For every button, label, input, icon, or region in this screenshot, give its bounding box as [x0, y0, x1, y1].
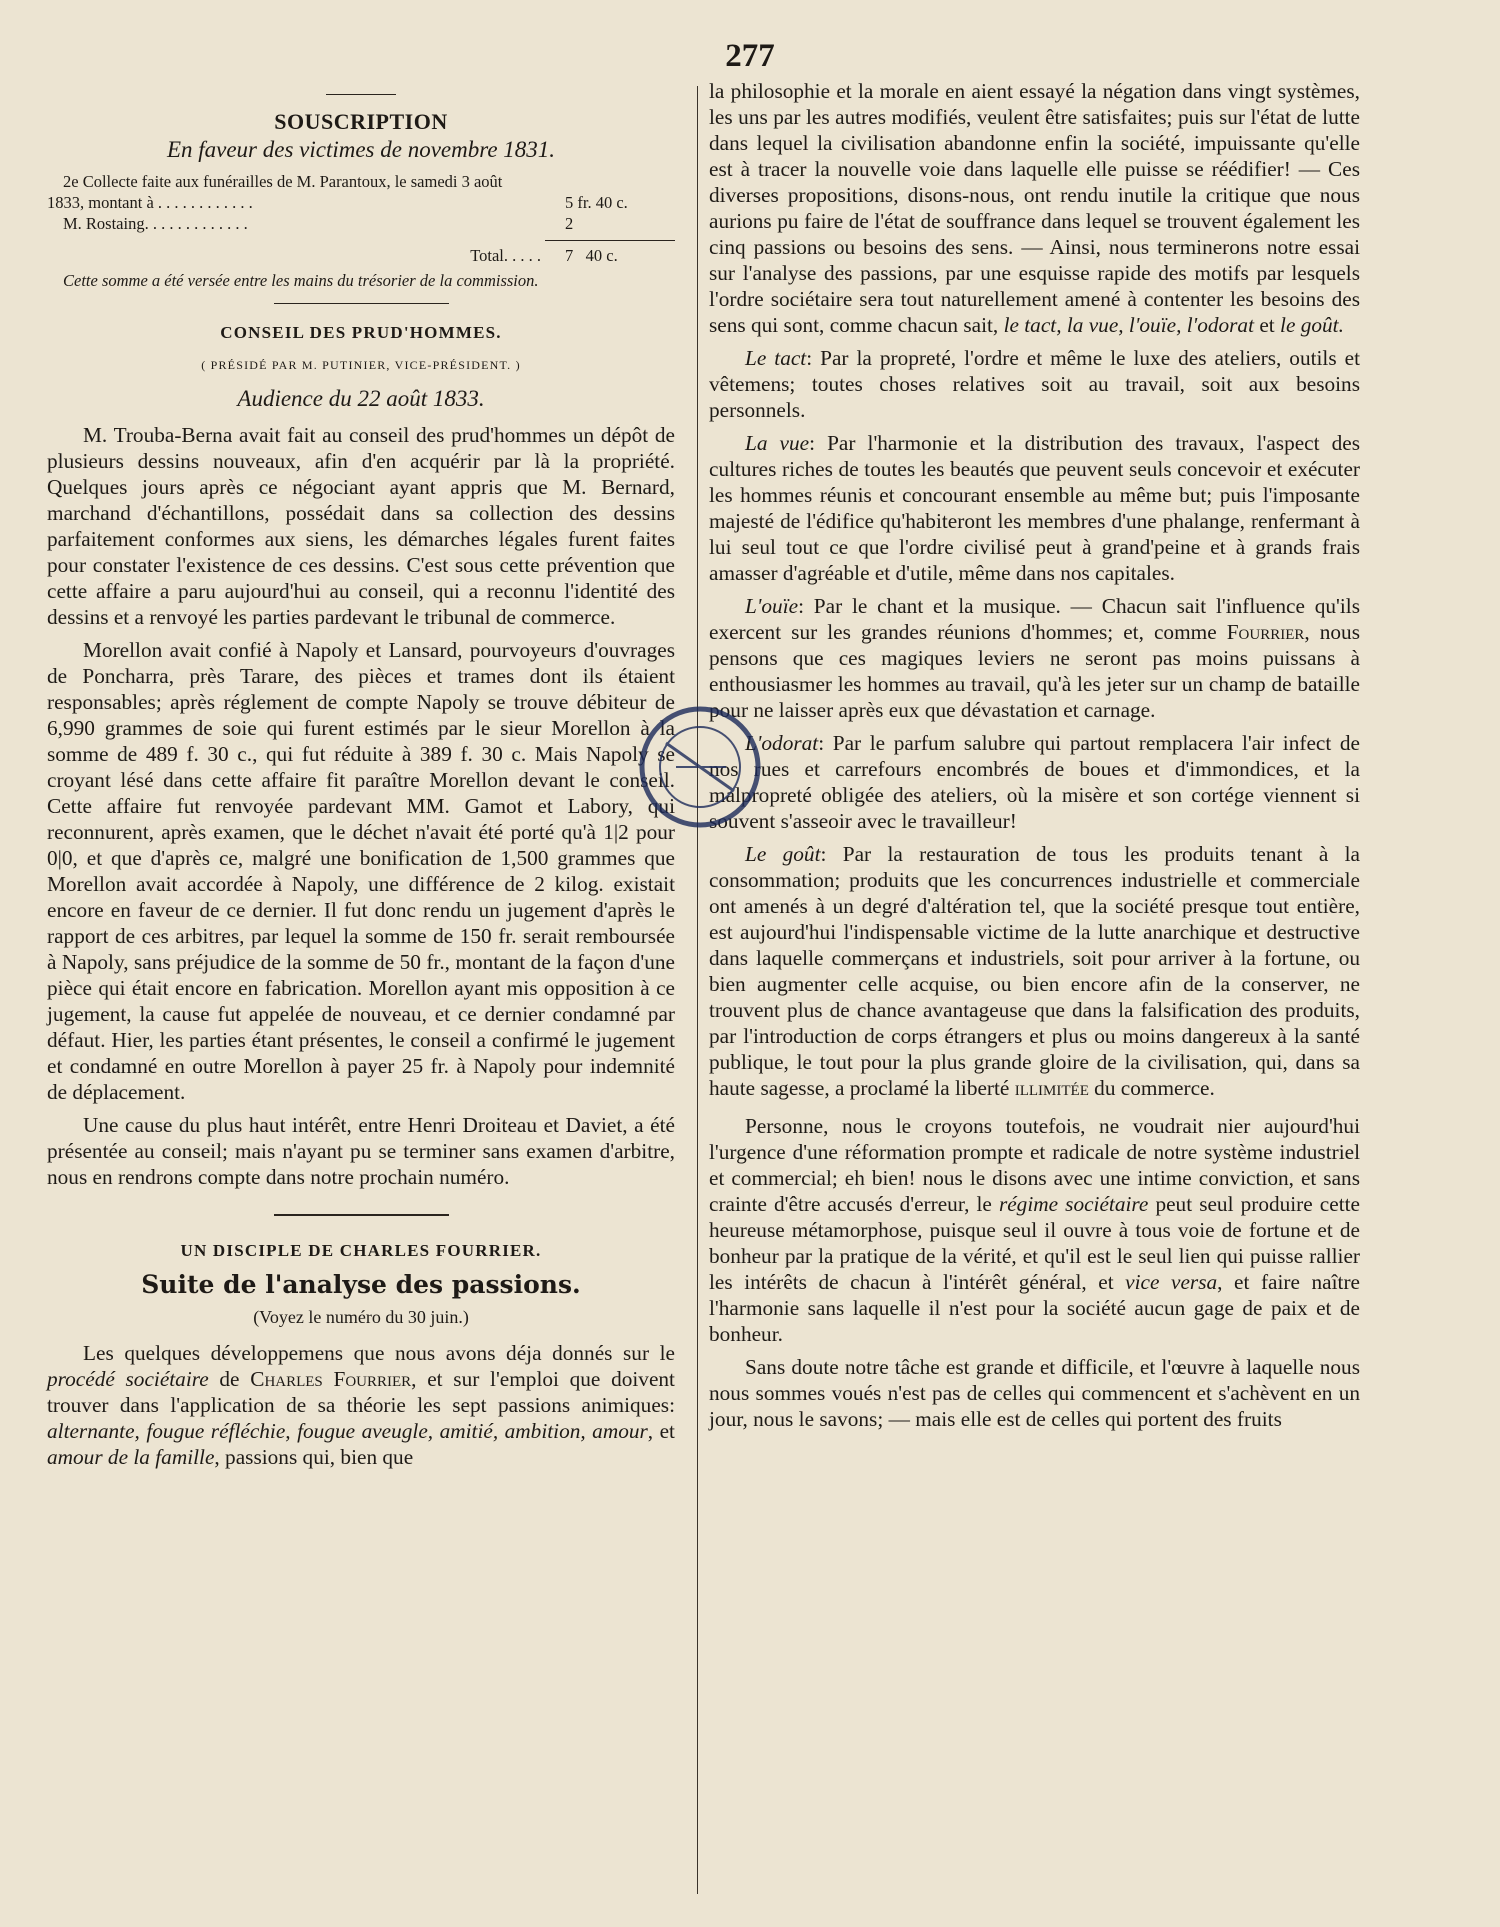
conseil-paragraph: Morellon avait confié à Napoly et Lansard, pourvoyeurs d'ouvrages de Poncharra, près Tarare, des pièces et trames dont ils étaient responsables; après réglement de compte Napoly se trouve débiteur de 6,990 grammes de soie qui furent estimés par le sieur Morellon à la somme de 489 f. 30 c., qui fut réduite à 389 f. 30 c. Mais Napoly se croyant lésé dans cette affaire fit paraître Morellon devant le conseil. Cette affaire fut renvoyée pardevant MM. Gamot et Labory, qui reconnurent, après examen, que le déchet n'avait été porté qu'à 1|2 pour 0|0, et que d'après ce, malgré une bonification de 1,500 grammes que Morellon avait accordée à Napoly, une différence de 2 kilog. existait encore en faveur de ce dernier. Il fut donc rendu un jugement d'après le rapport de ces arbitres, par lequel la somme de 150 fr. serait remboursée à Napoly, sans préjudice de la somme de 50 fr., montant de la façon d'une pièce qui était encore en fabrication. Morellon ayant mis opposition à ce jugement, la cause fut appelée de nouveau, et ce dernier condamné par défaut. Hier, les parties étant présentes, le conseil a confirmé le jugement et condamné en outre Morellon à payer 25 fr. à Napoly pour indemnité de déplacement. — [47, 638, 675, 1104]
sense-paragraph-gout: Le goût: Par la restauration de tous les produits tenant à la consommation; produits que les concurrences industrielle et commerciale ont amenés à un degré d'altération tel, que la société presque tout entière, est aujourd'hui l'indispensable victime de la lutte anarchique et destructive dans laquelle commerçans et industriels, soit pour arriver à la fortune, ou bien augmenter celle acquise, ou bien encore afin de la conserver, ne trouvent plus de chance avantageuse que dans la falsification des produits, par l'introduction de corps étrangers et plus ou moins dangereux à la santé publique, le tout pour la plus grande gloire de la civilisation, qui, dans sa haute sagesse, a proclamé la liberté illimitée du commerce. — [709, 842, 1360, 1100]
subscription-total: Total. . . . . 7 40 c. — [470, 246, 618, 265]
subscription-line: 2e Collecte faite aux funérailles de M. Parantoux, le samedi 3 août — [63, 172, 503, 191]
page-number: 277 — [725, 38, 775, 74]
subscription-row: 1833, montant à . . . . . . . . . . . . 5 fr. 40 c. — [47, 193, 628, 212]
subscription-subheading: En faveur des victimes de novembre 1831. — [166, 137, 556, 162]
total-rule — [545, 240, 675, 241]
sense-paragraph-odorat: L'odorat: Par le parfum salubre qui partout remplacera l'air infect de nos rues et carrefours encombrés de boues et d'immondices, et la malpropreté obligée des ateliers, où la misère et son cortége viennent si souvent s'asseoir avec le travailleur! — [709, 731, 1360, 833]
sense-paragraph-tact: Le tact: Par la propreté, l'ordre et même le luxe des ateliers, outils et vêtemens; toutes choses relatives soit au travail, soit aux besoins personnels. — [709, 346, 1360, 422]
subscription-heading: SOUSCRIPTION — [274, 109, 448, 134]
subscription-row: M. Rostaing. . . . . . . . . . . . . 2 — [63, 214, 574, 233]
right-column — [709, 78, 1360, 1439]
conseil-presided: ( PRÉSIDÉ PAR M. PUTINIER, VICE-PRÉSIDENT. ) — [201, 358, 521, 372]
section-rule — [326, 94, 396, 95]
conseil-paragraph: Une cause du plus haut intérêt, entre Henri Droiteau et Daviet, a été présentée au conseil; mais n'ayant pu se terminer sans examen d'arbitre, nous en rendrons compte dans notre prochain numéro. — [47, 1113, 675, 1189]
disciple-reference: (Voyez le numéro du 30 juin.) — [253, 1307, 469, 1327]
sense-paragraph-vue: La vue: Par l'harmonie et la distribution des travaux, l'aspect des cultures riches de toutes les beautés que peuvent seuls concevoir et exécuter les hommes réunis et concourant ensemble au même but; puis l'imposante majesté de l'édifice qu'habiteront les membres d'une phalange, renfermant à lui seul tout ce que l'ordre civilisé peut à grand'peine et à grands frais amasser d'agréable et d'utile, même dans nos capitales. — [709, 431, 1360, 585]
conseil-date: Audience du 22 août 1833. — [237, 386, 485, 411]
body-paragraph: Sans doute notre tâche est grande et difficile, et l'œuvre à laquelle nous nous sommes voués n'est pas de celles qui commencent et s'achèvent en un jour, nous le savons; — mais elle est de celles qui portent des fruits — [709, 1355, 1360, 1431]
disciple-title: Suite de l'analyse des passions. — [141, 1270, 581, 1299]
library-stamp-icon — [636, 703, 764, 831]
body-paragraph: Personne, nous le croyons toutefois, ne voudrait nier aujourd'hui l'urgence d'une réformation prompte et radicale de notre système industriel et commercial; eh bien! nous le disons avec une intime conviction, et sans crainte d'être accusés d'erreur, le régime sociétaire peut seul produire cette heureuse métamorphose, puisque seul il ouvre à tous voie de fortune et de bonheur par la pratique de la vérité, et qu'il est le seul lien qui puisse rallier les intérêts de chacun à l'intérêt général, et vice versa, et faire naître l'harmonie sans laquelle il n'est pour la société aucun gage de paix et de bonheur. — [709, 1114, 1360, 1346]
disciple-heading: UN DISCIPLE DE CHARLES FOURRIER. — [180, 1241, 542, 1260]
sense-paragraph-ouie: L'ouïe: Par le chant et la musique. — Chacun sait l'influence qu'ils exercent sur les grandes réunions d'hommes; et, comme Fourrier, nous pensons que ces magiques leviers ne seront pas moins puissans à enthousiasmer les hommes au travail, qu'à les jeter sur un champ de bataille pour ne laisser après eux que dévastation et carnage. — [709, 594, 1360, 722]
conseil-heading: CONSEIL DES PRUD'HOMMES. — [220, 323, 502, 342]
section-rule — [274, 1214, 449, 1216]
left-column — [47, 78, 675, 1477]
subscription-note: Cette somme a été versée entre les mains du trésorier de la commission. — [63, 271, 539, 290]
subscription-list — [47, 171, 675, 291]
conseil-paragraph: M. Trouba-Berna avait fait au conseil des prud'hommes un dépôt de plusieurs dessins nouveaux, afin d'en acquérir par là la propriété. Quelques jours après ce négociant ayant appris que M. Bernard, marchand d'échantillons, possédait dans sa collection des dessins parfaitement conformes aux siens, les démarches légales furent faites pour constater l'existence de ces dessins. C'est sous cette prévention que cette affaire a paru aujourd'hui au conseil, qui a reconnu l'identité des dessins et a renvoyé les parties pardevant le tribunal de commerce. — [47, 423, 675, 629]
continuation-paragraph: la philosophie et la morale en aient essayé la négation dans vingt systèmes, les uns par les autres modifiés, veulent être satisfaites; puis sur l'état de lutte dans lequel la civilisation abandonne enfin la société, impuissante qu'elle est à tracer la nouvelle voie dans laquelle elle puisse se réédifier! — Ces diverses propositions, disons-nous, ont rendu inutile la critique que nous aurions pu faire de l'état de souffrance dans lequel se trouvent également les cinq passions ou besoins des sens. — Ainsi, nous terminerons notre essai sur l'analyse des passions, par une esquisse rapide des motifs par lesquels l'ordre sociétaire sera tout naturellement amené à contenter les besoins des sens qui sont, comme chacun sait, le tact, la vue, l'ouïe, l'odorat et le goût. — [709, 79, 1360, 337]
section-rule — [274, 303, 449, 304]
disciple-paragraph: Les quelques développemens que nous avons déja donnés sur le procédé sociétaire de Charles Fourrier, et sur l'emploi que doivent trouver dans l'application de sa théorie les sept passions animiques: alternante, fougue réfléchie, fougue aveugle, amitié, ambition, amour, et amour de la famille, passions qui, bien que — [47, 1341, 675, 1469]
column-divider — [697, 86, 698, 1894]
